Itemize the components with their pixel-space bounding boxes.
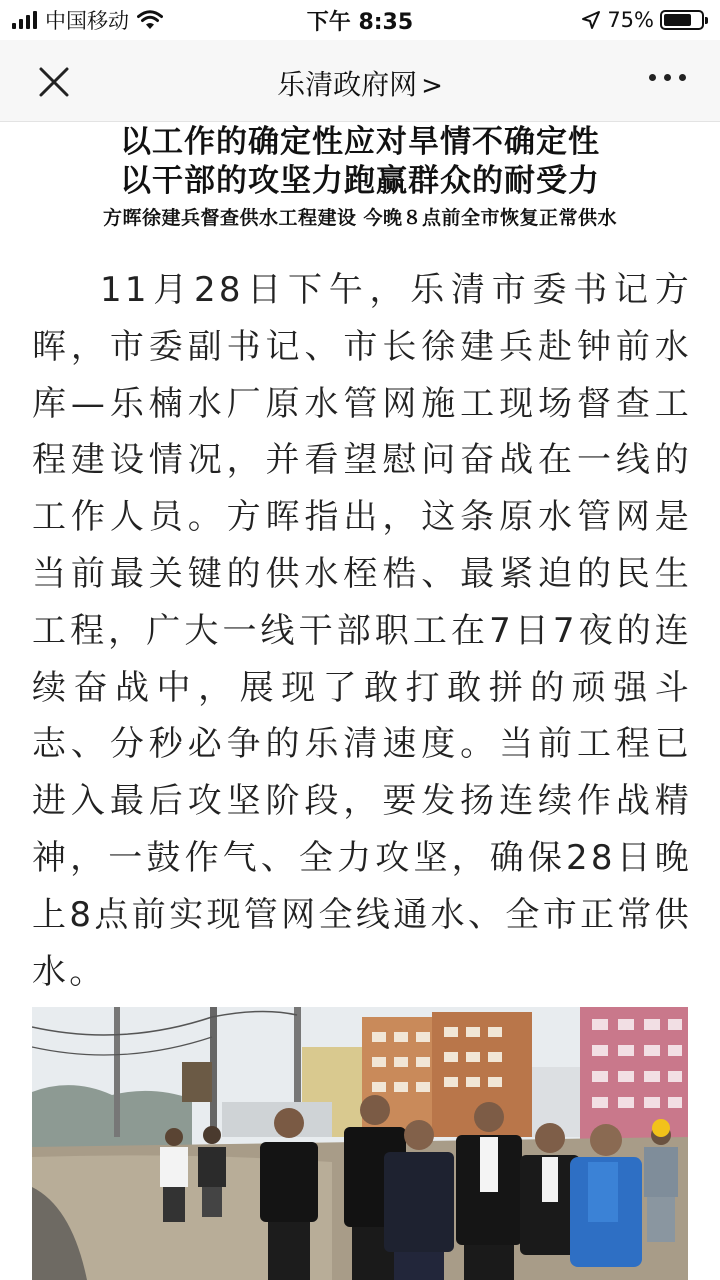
subheadline: 方晖徐建兵督查供水工程建设 今晚８点前全市恢复正常供水 (102, 207, 618, 229)
construction-site-photo (32, 1007, 688, 1280)
nav-title[interactable] (0, 63, 720, 103)
headline-line2: 以干部的攻坚力跑赢群众的耐受力 (120, 163, 600, 199)
battery-fill (664, 14, 691, 26)
more-dot (679, 74, 686, 81)
status-time: 下午 8:35 (306, 10, 414, 35)
nav-bar (0, 40, 720, 122)
location-arrow-icon (581, 10, 601, 30)
headline-line1: 以工作的确定性应对旱情不确定性 (120, 124, 600, 160)
article-body (32, 262, 692, 1000)
article-headline (0, 123, 720, 245)
nav-title-text: 乐清政府网 (277, 68, 418, 101)
article-photo (32, 1007, 688, 1280)
more-dot (649, 74, 656, 81)
chevron-right-icon: > (421, 71, 443, 101)
carrier-name: 中国移动 (45, 9, 129, 33)
battery-icon (660, 10, 704, 30)
more-dot (664, 74, 671, 81)
status-right (581, 6, 704, 34)
battery-percent: 75% (607, 8, 654, 32)
article-paragraph: 11月28日下午，乐清市委书记方晖，市委副书记、市长徐建兵赴钟前水库—乐楠水厂原水管网施工现场督查工程建设情况，并看望慰问奋战在一线的工作人员。方晖指出，这条原水管网是当前最关键的供水桎梏、最紧迫的民生工程，广大一线干部职工在7日7夜的连续奋战中，展现了敢打敢拼的顽强斗志、分秒必争的乐清速度。当前工程已进入最后攻坚阶段，要发扬连续作战精神，一鼓作气、全力攻坚，确保28日晚上8点前实现管网全线通水、全市正常供水。 (32, 270, 692, 992)
more-options-button[interactable] (649, 74, 686, 81)
status-bar (0, 0, 720, 40)
